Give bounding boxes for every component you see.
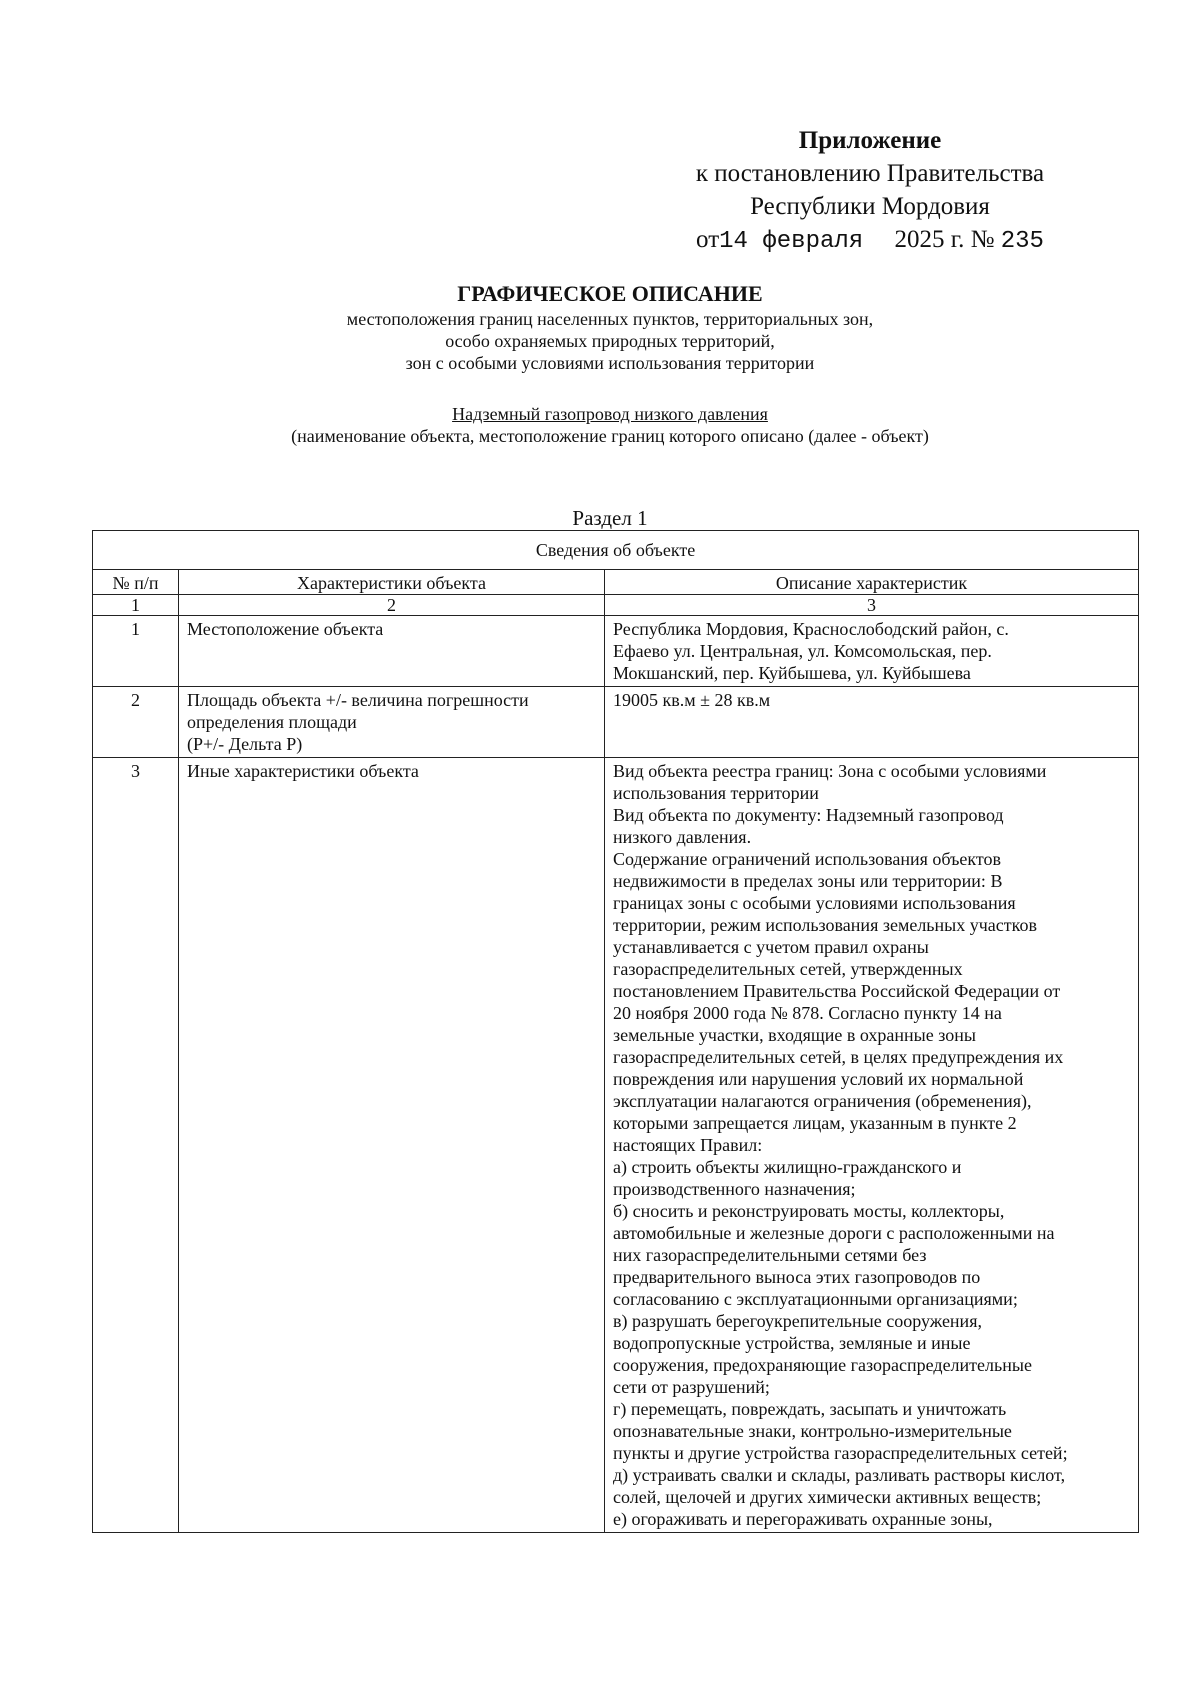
description-line: д) устраивать свалки и склады, разливать растворы кислот, [613, 1465, 1066, 1485]
description-line: земельные участки, входящие в охранные зоны [613, 1025, 976, 1045]
description-line: Ефаево ул. Центральная, ул. Комсомольская, пер. [613, 641, 992, 661]
row-characteristic [179, 687, 605, 758]
description-line: эксплуатации налагаются ограничения (обременения), [613, 1091, 1032, 1111]
index-cell-1: 1 [93, 595, 179, 616]
description-line: согласованию с эксплуатационными организациями; [613, 1289, 1018, 1309]
characteristic-line: определения площади [187, 712, 357, 732]
table-index-row [93, 595, 1139, 616]
description-line: использования территории [613, 783, 819, 803]
description-line: Мокшанский, пер. Куйбышева, ул. Куйбышева [613, 663, 971, 683]
description-line: сооружения, предохраняющие газораспределительные [613, 1355, 1032, 1375]
description-line: недвижимости в пределах зоны или территории: В [613, 871, 1003, 891]
description-line: водопропускные устройства, земляные и иные [613, 1333, 971, 1353]
index-cell-2: 2 [179, 595, 605, 616]
index-cell-3: 3 [605, 595, 1139, 616]
table-header-row [93, 570, 1139, 595]
characteristic-line: (Р+/- Дельта Р) [187, 734, 303, 754]
subtitle-line-3: зон с особыми условиями использования территории [405, 353, 815, 373]
resolution-number: 235 [1000, 228, 1044, 255]
subtitle-line-2: особо охраняемых природных территорий, [445, 331, 775, 351]
row-characteristic: Иные характеристики объекта [179, 758, 605, 1533]
header-num: № п/п [93, 570, 179, 595]
header-characteristic: Характеристики объекта [179, 570, 605, 595]
date-value: 14 февраля [719, 228, 864, 255]
description-line: солей, щелочей и других химически активных веществ; [613, 1487, 1042, 1507]
description-line: опознавательные знаки, контрольно-измерительные [613, 1421, 1012, 1441]
description-line: постановлением Правительства Российской Федерации от [613, 981, 1061, 1001]
description-line: предварительного выноса этих газопроводов по [613, 1267, 981, 1287]
object-block [150, 403, 1070, 447]
row-description [605, 616, 1139, 687]
year-text: 2025 г. № [894, 226, 995, 253]
description-line: в) разрушать берегоукрепительные сооружения, [613, 1311, 982, 1331]
description-line: газораспределительных сетей, в целях предупреждения их [613, 1047, 1064, 1067]
document-title: ГРАФИЧЕСКОЕ ОПИСАНИЕ [457, 281, 763, 306]
table-caption-row [93, 531, 1139, 570]
characteristic-line: Площадь объекта +/- величина погрешности [187, 690, 529, 710]
row-number: 1 [93, 616, 179, 687]
description-line: Республика Мордовия, Краснослободский район, с. [613, 619, 1009, 639]
description-line: которыми запрещается лицам, указанным в пункте 2 [613, 1113, 1017, 1133]
row-description [605, 758, 1139, 1533]
description-line: них газораспределительными сетями без [613, 1245, 927, 1265]
description-line: производственного назначения; [613, 1179, 856, 1199]
description-line: автомобильные и железные дороги с расположенными на [613, 1223, 1055, 1243]
description-line: б) сносить и реконструировать мосты, коллекторы, [613, 1201, 1005, 1221]
description-line: устанавливается с учетом правил охраны [613, 937, 929, 957]
header-description: Описание характеристик [605, 570, 1139, 595]
description-line: сети от разрушений; [613, 1377, 770, 1397]
appendix-line-2: Республики Мордовия [750, 193, 990, 220]
description-line: границах зоны с особыми условиями использования [613, 893, 1016, 913]
description-line: газораспределительных сетей, утвержденных [613, 959, 963, 979]
description-line: Вид объекта реестра границ: Зона с особыми условиями [613, 761, 1047, 781]
table-row [93, 687, 1139, 758]
object-name: Надземный газопровод низкого давления [452, 404, 768, 424]
appendix-heading: Приложение [798, 127, 942, 154]
table-row [93, 758, 1139, 1533]
description-line: Содержание ограничений использования объектов [613, 849, 1002, 869]
description-line: а) строить объекты жилищно-гражданского и [613, 1157, 962, 1177]
appendix-line-1: к постановлению Правительства [695, 160, 1045, 187]
description-line: настоящих Правил: [613, 1135, 763, 1155]
table-caption: Сведения об объекте [93, 531, 1139, 570]
row-characteristic: Местоположение объекта [179, 616, 605, 687]
description-line: Вид объекта по документу: Надземный газопровод [613, 805, 1004, 825]
description-line: 19005 кв.м ± 28 кв.м [613, 690, 771, 710]
object-caption: (наименование объекта, местоположение границ которого описано (далее - объект) [291, 426, 929, 446]
table-row [93, 616, 1139, 687]
description-line: низкого давления. [613, 827, 752, 847]
row-number: 3 [93, 758, 179, 1533]
description-line: территории, режим использования земельных участков [613, 915, 1037, 935]
appendix-date-line [640, 223, 1100, 258]
description-line: 20 ноября 2000 года № 878. Согласно пункту 14 на [613, 1003, 1002, 1023]
appendix-header [640, 124, 1100, 258]
section-label: Раздел 1 [572, 506, 648, 530]
description-line: г) перемещать, повреждать, засыпать и уничтожать [613, 1399, 1007, 1419]
subtitle-line-1: местоположения границ населенных пунктов, территориальных зон, [346, 309, 874, 329]
description-line: повреждения или нарушения условий их нормальной [613, 1069, 1024, 1089]
row-number: 2 [93, 687, 179, 758]
row-description [605, 687, 1139, 758]
description-line: е) огораживать и перегораживать охранные зоны, [613, 1509, 993, 1529]
date-prefix: от [696, 226, 720, 253]
description-line: пункты и другие устройства газораспределительных сетей; [613, 1443, 1068, 1463]
title-block [200, 280, 1020, 374]
object-info-table [92, 530, 1139, 1533]
